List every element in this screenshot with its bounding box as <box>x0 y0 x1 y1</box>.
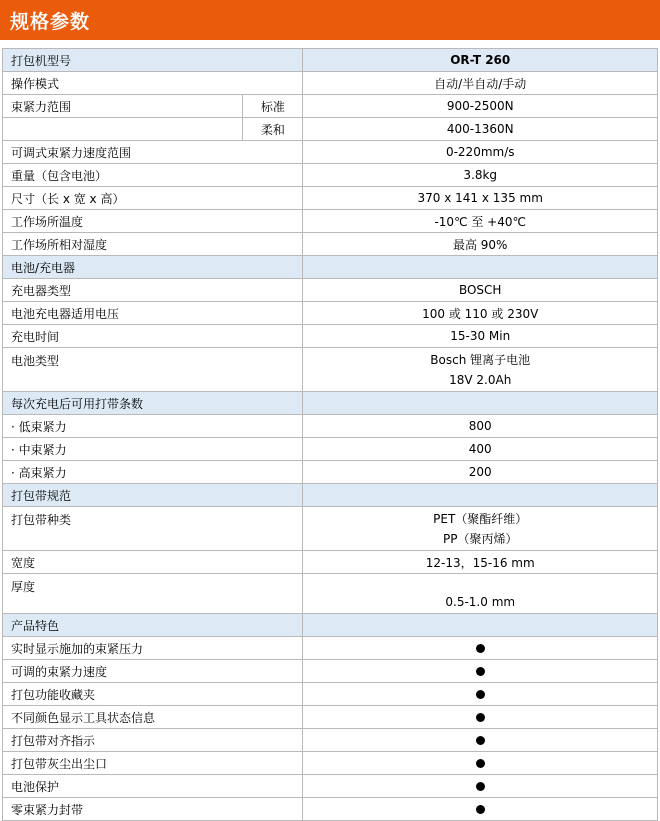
table-row <box>3 551 658 574</box>
row-value: BOSCH <box>303 279 658 302</box>
table-row <box>3 729 658 752</box>
table-row <box>3 507 658 551</box>
row-value <box>303 660 658 683</box>
row-label: 零束紧力封带 <box>3 798 303 821</box>
row-value: 12-13，15-16 mm <box>303 551 658 574</box>
row-sublabel: 柔和 <box>243 118 303 141</box>
row-value <box>303 507 658 551</box>
section-header-battery <box>3 256 658 279</box>
table-row <box>3 438 658 461</box>
table-row <box>3 325 658 348</box>
row-value <box>303 683 658 706</box>
row-label <box>3 118 243 141</box>
row-value: 800 <box>303 415 658 438</box>
table-row <box>3 660 658 683</box>
section-title: 电池/充电器 <box>3 256 303 279</box>
page-header-banner <box>0 0 660 40</box>
row-value: 0.5-1.0 mm <box>303 574 658 614</box>
table-row <box>3 187 658 210</box>
row-value <box>303 706 658 729</box>
row-label: 打包带灰尘出尘口 <box>3 752 303 775</box>
table-row <box>3 415 658 438</box>
section-title-spacer <box>303 484 658 507</box>
row-label: 重量（包含电池） <box>3 164 303 187</box>
row-label: 可调的束紧力速度 <box>3 660 303 683</box>
section-header-strap-spec <box>3 484 658 507</box>
row-label: 束紧力范围 <box>3 95 243 118</box>
row-value <box>303 752 658 775</box>
table-row <box>3 798 658 821</box>
row-value: 0-220mm/s <box>303 141 658 164</box>
row-label: 电池充电器适用电压 <box>3 302 303 325</box>
table-row <box>3 279 658 302</box>
row-value <box>303 348 658 392</box>
row-value <box>303 798 658 821</box>
row-sublabel: 标准 <box>243 95 303 118</box>
row-label: 打包带种类 <box>3 507 303 551</box>
table-row-model <box>3 49 658 72</box>
row-value-line2: PP（聚丙烯） <box>442 531 518 546</box>
table-row <box>3 95 658 118</box>
table-row <box>3 141 658 164</box>
row-value: 200 <box>303 461 658 484</box>
row-label: · 中束紧力 <box>3 438 303 461</box>
row-value-line2: 18V 2.0Ah <box>449 372 512 387</box>
specifications-table <box>2 48 658 821</box>
section-title: 每次充电后可用打带条数 <box>3 392 303 415</box>
section-title: 打包带规范 <box>3 484 303 507</box>
bullet-dot-icon <box>476 805 485 814</box>
row-value <box>303 775 658 798</box>
bullet-dot-icon <box>476 759 485 768</box>
table-row <box>3 164 658 187</box>
table-row <box>3 210 658 233</box>
section-title: 产品特色 <box>3 614 303 637</box>
table-row <box>3 302 658 325</box>
bullet-dot-icon <box>476 690 485 699</box>
row-label: 工作场所温度 <box>3 210 303 233</box>
row-value <box>303 729 658 752</box>
row-value: 最高 90% <box>303 233 658 256</box>
row-label: · 高束紧力 <box>3 461 303 484</box>
row-label: 尺寸（长 x 宽 x 高） <box>3 187 303 210</box>
table-row <box>3 348 658 392</box>
bullet-dot-icon <box>476 782 485 791</box>
row-value: OR-T 260 <box>303 49 658 72</box>
row-value: 900-2500N <box>303 95 658 118</box>
row-label: 打包功能收藏夹 <box>3 683 303 706</box>
row-value: 100 或 110 或 230V <box>303 302 658 325</box>
bullet-dot-icon <box>476 736 485 745</box>
row-label: 操作模式 <box>3 72 303 95</box>
table-row <box>3 752 658 775</box>
row-label: 电池类型 <box>3 348 303 392</box>
table-row <box>3 637 658 660</box>
section-title-spacer <box>303 392 658 415</box>
row-value: 400 <box>303 438 658 461</box>
table-row <box>3 706 658 729</box>
row-label: 工作场所相对湿度 <box>3 233 303 256</box>
row-label: 电池保护 <box>3 775 303 798</box>
row-value-line1: PET（聚酯纤维） <box>433 511 528 526</box>
table-row <box>3 118 658 141</box>
section-title-spacer <box>303 614 658 637</box>
bullet-dot-icon <box>476 644 485 653</box>
row-label: 宽度 <box>3 551 303 574</box>
row-label: 充电时间 <box>3 325 303 348</box>
row-label: 打包机型号 <box>3 49 303 72</box>
row-value: -10℃ 至 +40℃ <box>303 210 658 233</box>
bullet-dot-icon <box>476 713 485 722</box>
table-row <box>3 683 658 706</box>
table-row <box>3 775 658 798</box>
row-value <box>303 637 658 660</box>
section-header-straps <box>3 392 658 415</box>
table-row <box>3 72 658 95</box>
row-value-line1: Bosch 锂离子电池 <box>430 352 531 367</box>
section-title-spacer <box>303 256 658 279</box>
row-label: 充电器类型 <box>3 279 303 302</box>
table-row <box>3 574 658 614</box>
row-value: 400-1360N <box>303 118 658 141</box>
section-header-features <box>3 614 658 637</box>
row-label: · 低束紧力 <box>3 415 303 438</box>
row-label: 实时显示施加的束紧压力 <box>3 637 303 660</box>
row-label: 可调式束紧力速度范围 <box>3 141 303 164</box>
table-row <box>3 233 658 256</box>
row-label: 不同颜色显示工具状态信息 <box>3 706 303 729</box>
page-title: 规格参数 <box>10 10 91 33</box>
row-label: 厚度 <box>3 574 303 614</box>
row-value: 自动/半自动/手动 <box>303 72 658 95</box>
row-value: 370 x 141 x 135 mm <box>303 187 658 210</box>
row-value: 15-30 Min <box>303 325 658 348</box>
bullet-dot-icon <box>476 667 485 676</box>
table-row <box>3 461 658 484</box>
row-value: 3.8kg <box>303 164 658 187</box>
row-label: 打包带对齐指示 <box>3 729 303 752</box>
